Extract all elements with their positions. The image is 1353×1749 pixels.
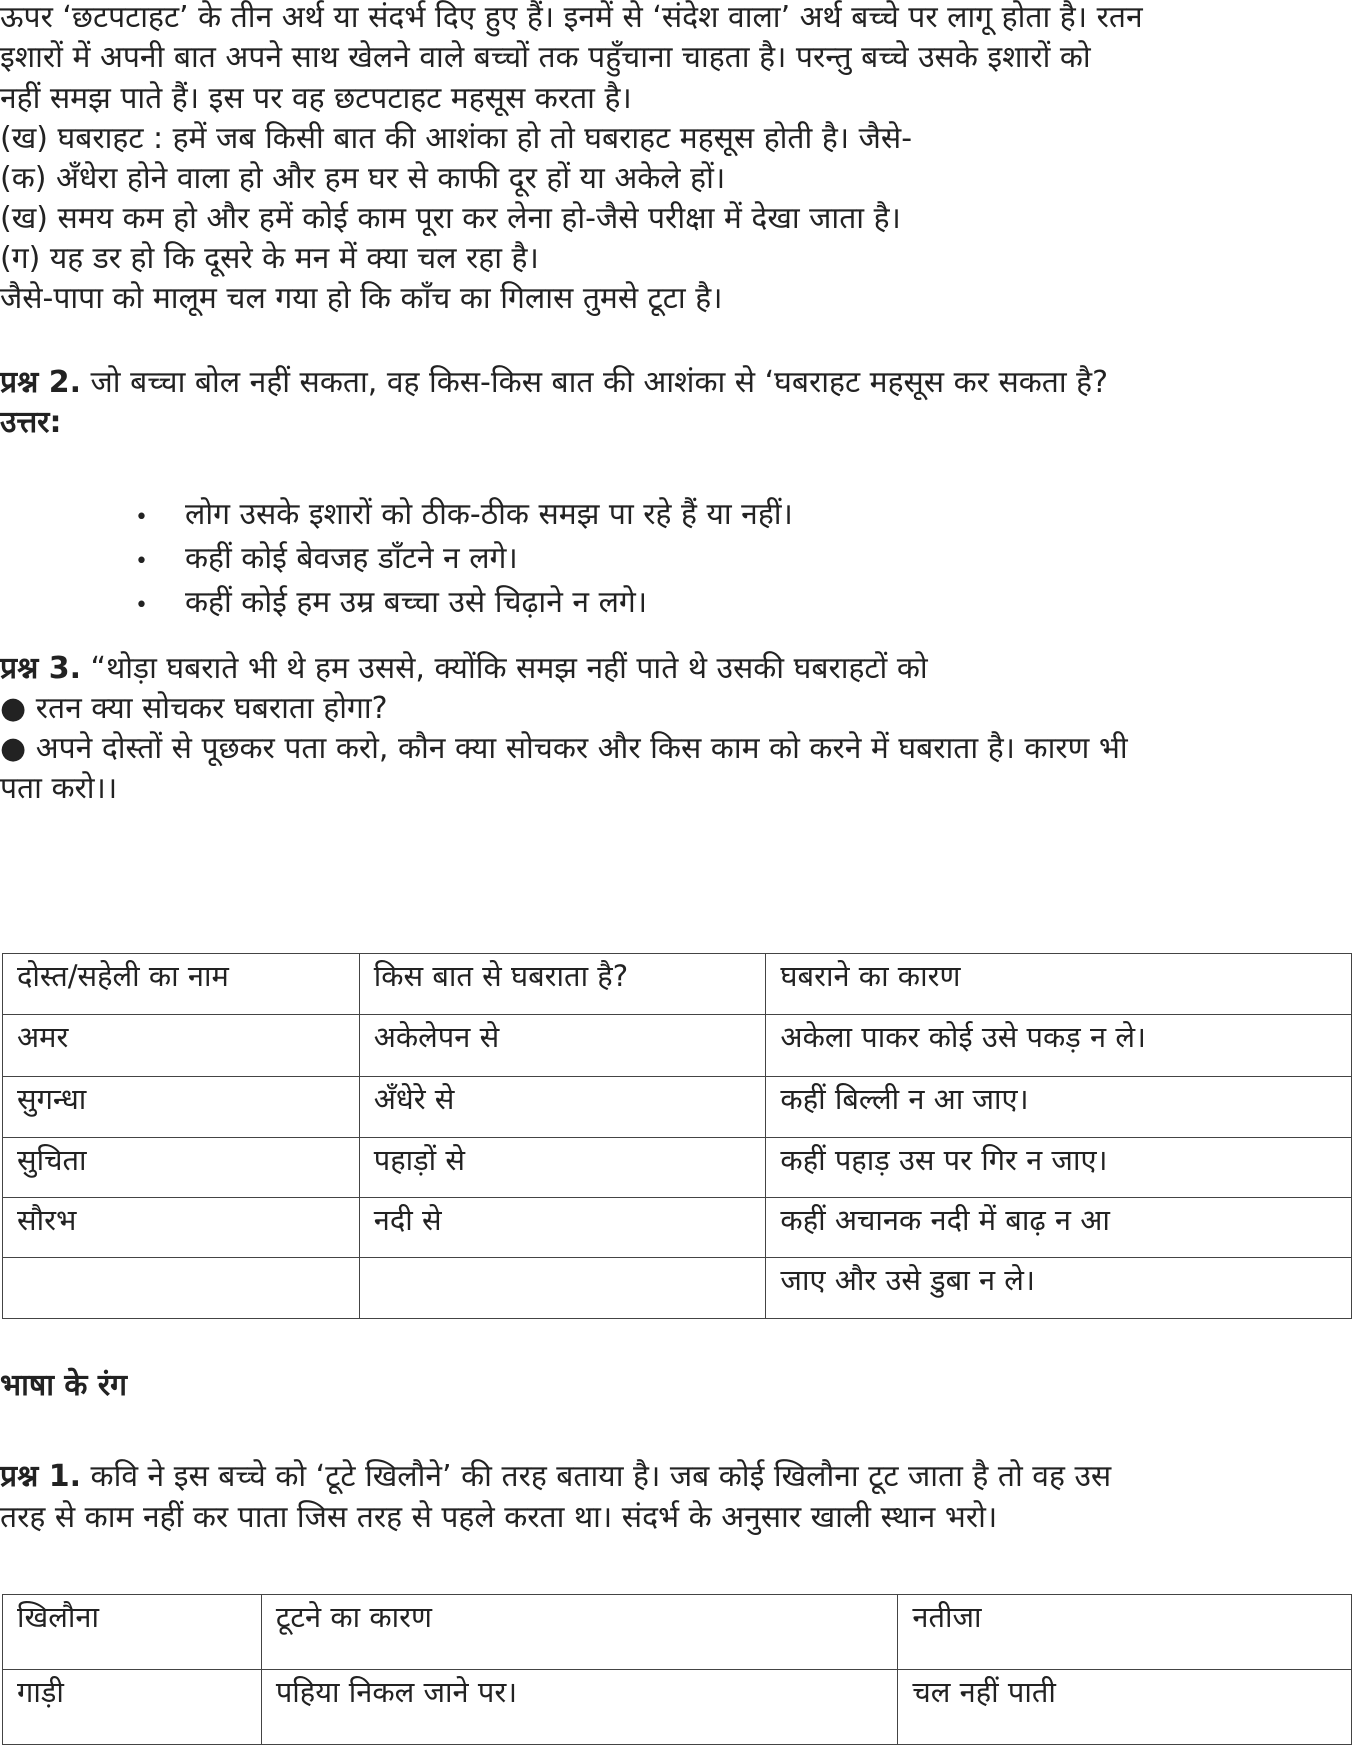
table-cell: अमर <box>3 1015 360 1077</box>
intro-line-3: नहीं समझ पाते हैं। इस पर वह छटपटाहट महसूस करता है। <box>0 81 632 116</box>
table-header-cell: घबराने का कारण <box>766 954 1352 1015</box>
table-row <box>3 1198 1352 1258</box>
table-header-cell: दोस्त/सहेली का नाम <box>3 954 360 1015</box>
intro-line-8: जैसे-पापा को मालूम चल गया हो कि काँच का गिलास तुमसे टूटा है। <box>0 281 723 316</box>
question-2-label: प्रश्न 2. <box>0 365 81 400</box>
table-cell: गाड़ी <box>3 1670 262 1745</box>
intro-line-6: (ख) समय कम हो और हमें कोई काम पूरा कर लेना हो-जैसे परीक्षा में देखा जाता है। <box>0 201 901 236</box>
question-3-line-2: ● रतन क्या सोचकर घबराता होगा? <box>0 691 388 726</box>
question-1-label: प्रश्न 1. <box>0 1459 81 1494</box>
table-header-cell: खिलौना <box>3 1595 262 1670</box>
question-3-text: “थोड़ा घबराते भी थे हम उससे, क्योंकि समझ नहीं पाते थे उसकी घबराहटों को <box>81 651 928 686</box>
question-1-text: कवि ने इस बच्चे को ‘टूटे खिलौने’ की तरह बताया है। जब कोई खिलौना टूट जाता है तो वह उस <box>81 1459 1112 1494</box>
friends-fear-table <box>2 953 1352 1319</box>
table-cell: सौरभ <box>3 1198 360 1258</box>
table-row <box>3 1015 1352 1077</box>
table-header-cell: टूटने का कारण <box>261 1595 898 1670</box>
table-cell: अकेला पाकर कोई उसे पकड़ न ले। <box>766 1015 1352 1077</box>
question-1-line-2: तरह से काम नहीं कर पाता जिस तरह से पहले करता था। संदर्भ के अनुसार खाली स्थान भरो। <box>0 1500 998 1535</box>
table-cell: कहीं बिल्ली न आ जाए। <box>766 1077 1352 1138</box>
bullet-icon: • <box>135 549 148 574</box>
question-1 <box>0 1455 1111 1499</box>
table-cell: नदी से <box>359 1198 766 1258</box>
question-3 <box>0 647 928 691</box>
table-header-row <box>3 954 1352 1015</box>
table-cell <box>3 1258 360 1319</box>
table-cell: अकेलेपन से <box>359 1015 766 1077</box>
table-header-row <box>3 1595 1352 1670</box>
intro-line-2: इशारों में अपनी बात अपने साथ खेलने वाले बच्चों तक पहुँचाना चाहता है। परन्तु बच्चे उसके इशारों को <box>0 40 1091 75</box>
toy-table <box>2 1594 1352 1745</box>
table-cell: अँधेरे से <box>359 1077 766 1138</box>
table-cell: जाए और उसे डुबा न ले। <box>766 1258 1352 1319</box>
table-cell: पहाड़ों से <box>359 1138 766 1198</box>
answer-bullet-list <box>135 493 793 625</box>
table-row <box>3 1670 1352 1745</box>
list-item: • कहीं कोई बेवजह डाँटने न लगे। <box>135 537 793 581</box>
table-row <box>3 1138 1352 1198</box>
question-3-label: प्रश्न 3. <box>0 651 81 686</box>
intro-line-7: (ग) यह डर हो कि दूसरे के मन में क्या चल रहा है। <box>0 241 539 276</box>
question-2 <box>0 361 1108 405</box>
table-cell <box>359 1258 766 1319</box>
table-row <box>3 1258 1352 1319</box>
table-cell: पहिया निकल जाने पर। <box>261 1670 898 1745</box>
table-cell: सुचिता <box>3 1138 360 1198</box>
question-2-text: जो बच्चा बोल नहीं सकता, वह किस-किस बात की आशंका से ‘घबराहट महसूस कर सकता है? <box>81 365 1109 400</box>
table-cell: चल नहीं पाती <box>898 1670 1352 1745</box>
intro-line-1: ऊपर ‘छटपटाहट’ के तीन अर्थ या संदर्भ दिए हुए हैं। इनमें से ‘संदेश वाला’ अर्थ बच्चे पर लागू होता है। रतन <box>0 0 1143 35</box>
table-row <box>3 1077 1352 1138</box>
bullet-icon: • <box>135 505 148 530</box>
answer-label: उत्तर: <box>0 405 62 440</box>
table-header-cell: नतीजा <box>898 1595 1352 1670</box>
bullet-icon: • <box>135 593 148 618</box>
section-title: भाषा के रंग <box>0 1368 128 1403</box>
list-item: • लोग उसके इशारों को ठीक-ठीक समझ पा रहे हैं या नहीं। <box>135 493 793 537</box>
table-cell: कहीं अचानक नदी में बाढ़ न आ <box>766 1198 1352 1258</box>
question-3-line-3: ● अपने दोस्तों से पूछकर पता करो, कौन क्या सोचकर और किस काम को करने में घबराता है। कारण भी <box>0 731 1128 766</box>
table-cell: सुगन्धा <box>3 1077 360 1138</box>
list-item: • कहीं कोई हम उम्र बच्चा उसे चिढ़ाने न लगे। <box>135 581 793 625</box>
table-cell: कहीं पहाड़ उस पर गिर न जाए। <box>766 1138 1352 1198</box>
intro-line-5: (क) अँधेरा होने वाला हो और हम घर से काफी दूर हों या अकेले हों। <box>0 161 726 196</box>
intro-line-4: (ख) घबराहट : हमें जब किसी बात की आशंका हो तो घबराहट महसूस होती है। जैसे- <box>0 121 913 156</box>
table-header-cell: किस बात से घबराता है? <box>359 954 766 1015</box>
question-3-line-4: पता करो।। <box>0 771 118 806</box>
